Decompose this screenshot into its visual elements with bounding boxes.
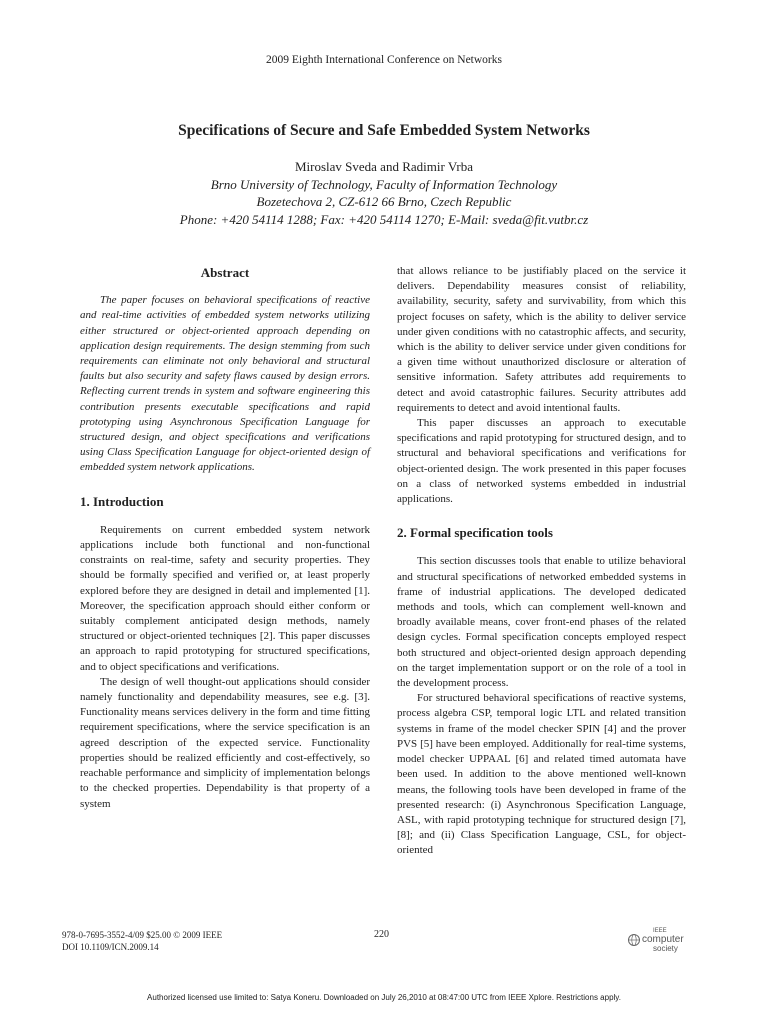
footer-publication-info bbox=[62, 929, 222, 953]
tools-paragraph-1: This section discusses tools that enable to utilize behavioral and structural specifications of networked embedded systems in frame of industrial applications. The developed dedicated methods and tools, which can complement well-known and broadly available means, cover front-end phases of the related design cycles. Formal specification concepts employed respect both structured and object-oriented design approach depending on the target implementation support or on the role of a tool in the development process. bbox=[397, 555, 686, 690]
section-heading-formal-tools: 2. Formal specification tools bbox=[397, 525, 553, 541]
abstract-heading: Abstract bbox=[200, 265, 250, 280]
logo-ieee-text: IEEE bbox=[653, 928, 667, 934]
intro-paragraph-1: Requirements on current embedded system network applications include both functional and non-functional constraints on real-time, safety and security properties. They should be formally specified and verified or, at least properly explored before they are designed in detail and implemented [1]. Moreover, the specification approach should either conform or suitably complement anticipated design methods, namely structured or object-oriented techniques [2]. This paper discusses an approach to rapid prototyping for structured specifications, and to object specifications and verifications. bbox=[80, 523, 370, 673]
section-heading-introduction: 1. Introduction bbox=[80, 493, 164, 509]
left-column bbox=[80, 265, 370, 812]
affiliation: Brno University of Technology, Faculty of Information Technology bbox=[210, 176, 558, 192]
authorized-use-notice: Authorized licensed use limited to: Satya Koneru. Downloaded on July 26,2010 at 08:47:00 UTC from IEEE Xplore. Restrictions apply. bbox=[147, 993, 621, 1002]
page-number: 220 bbox=[374, 929, 389, 940]
ieee-computer-society-logo bbox=[626, 924, 706, 954]
intro-paragraph-3: This paper discusses an approach to executable specifications and rapid prototyping for structured design, and to structural and behavioral specifications and verifications for object-oriented design. The work presented in this paper focuses on a class of networked systems embedded in industrial applications. bbox=[397, 417, 686, 506]
abstract-text: The paper focuses on behavioral specifications of reactive and real-time activities of embedded system networks utilizing either structured or object-oriented approach depending on application design requirements. The design stemming from such requirements can eliminate not only behavioral and structural faults but also security and safety flaws caused by design errors. Reflecting current trends in system and software engineering this contribution presents executable specifications and rapid prototyping using Asynchronous Specification Language for structured design, and object specifications and verifications using Class Specification Language for object-oriented design of embedded system network applications. bbox=[80, 294, 370, 474]
logo-society-text: society bbox=[653, 944, 678, 953]
contact-info: Phone: +420 54114 1288; Fax: +420 54114 1270; E-Mail: sveda@fit.vutbr.cz bbox=[179, 211, 589, 227]
doi-line: DOI 10.1109/ICN.2009.14 bbox=[62, 942, 159, 952]
intro-paragraph-2: The design of well thought-out applications should consider namely functionality and dependability measures, see e.g. [3]. Functionality means services delivery in the form and time fitting requirement specifications, where the service specification is an agreed description of the expected service. Functionality properties should be realized efficiently and cost-effectively, so reachable performance and simplicity of implementation belongs to the checked properties. Dependability is that property of a system bbox=[80, 675, 370, 810]
tools-paragraph-2: For structured behavioral specifications of reactive systems, process algebra CSP, temporal logic LTL and related transition systems in frame of the model checker SPIN [4] and the prover PVS [5] have been employed. Additionally for real-time systems, model checker UPPAAL [6] and related timed automata have been used. In addition to the above mentioned well-known means, the following tools have been developed in frame of the presented research: (i) Asynchronous Specification Language, ASL, with rapid prototyping technique for structured design [7], [8]; and (ii) Class Specification Language, CSL, for object-oriented bbox=[397, 692, 686, 857]
address: Bozetechova 2, CZ-612 66 Brno, Czech Republic bbox=[256, 194, 512, 209]
logo-computer-text: computer bbox=[642, 934, 684, 945]
isbn-line: 978-0-7695-3552-4/09 $25.00 © 2009 IEEE bbox=[62, 930, 223, 940]
conference-name: 2009 Eighth International Conference on Networks bbox=[265, 54, 502, 66]
author-names: Miroslav Sveda and Radimir Vrba bbox=[294, 159, 474, 174]
right-column bbox=[397, 264, 686, 859]
paper-title: Specifications of Secure and Safe Embedded System Networks bbox=[178, 122, 590, 139]
author-block bbox=[0, 158, 768, 228]
intro-paragraph-continued: that allows reliance to be justifiably placed on the service it delivers. Dependability measures consist of reliability, availability, security, safety and survivability, from which this project focuses on safety, which is the ability to deliver service under given conditions with no catastrophic affects, and security, which is the ability to deliver service under given conditions for a given time without unauthorized disclosure or alteration of sensitive information. Safety attributes add requirements to detect and avoid catastrophic failures. Security attributes add requirements to detect and avoid intentional faults. bbox=[397, 265, 686, 414]
